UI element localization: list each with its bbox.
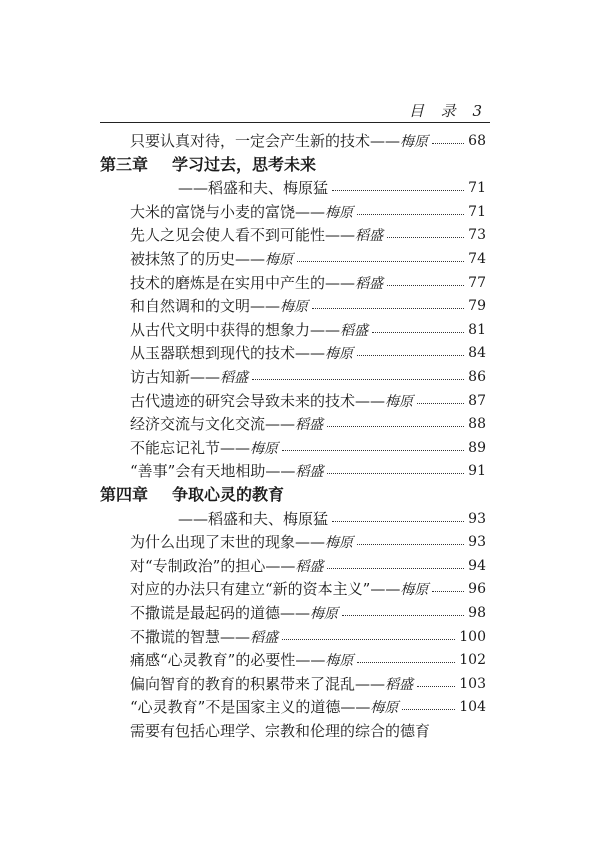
- entry-author: 稻盛: [355, 228, 384, 245]
- entry-dash: ——: [280, 604, 311, 622]
- entry-title: [130, 531, 353, 554]
- entry-page-number: 102: [459, 652, 486, 669]
- entry-title-text: 从玉器联想到现代的技术: [130, 344, 296, 363]
- entry-title: [130, 130, 428, 153]
- leader-dots: [327, 473, 464, 474]
- entry-page-number: 104: [459, 699, 486, 716]
- toc-entry: [0, 649, 600, 671]
- chapter-title: 学习过去，思考未来: [172, 154, 317, 174]
- leader-dots: [357, 355, 464, 356]
- toc-entry: [0, 602, 600, 624]
- toc-entry: [0, 366, 600, 388]
- entry-title: [130, 272, 383, 295]
- entry-dash: ——: [355, 674, 386, 693]
- entry-title: [178, 177, 328, 199]
- chapter-title: 争取心灵的教育: [172, 485, 285, 504]
- leader-dots: [282, 450, 464, 451]
- entry-title-text: 不能忘记礼节: [130, 438, 221, 457]
- entry-author: 梅原: [400, 134, 429, 150]
- entry-title: [130, 649, 353, 672]
- entry-page-number: 86: [468, 369, 486, 385]
- entry-page-number: 77: [468, 274, 486, 291]
- leader-dots: [282, 639, 455, 640]
- leader-dots: [387, 285, 464, 286]
- entry-title: [130, 555, 323, 578]
- entry-title: [130, 696, 398, 719]
- leader-dots: [297, 261, 464, 262]
- entry-title-text: 从古代文明中获得的想象力: [130, 320, 311, 339]
- toc-chapter-authors: [0, 508, 600, 530]
- entry-author: 梅原: [310, 606, 339, 622]
- entry-author: 稻盛: [355, 275, 384, 292]
- leader-dots: [342, 615, 464, 616]
- entry-dash: ——: [295, 344, 326, 363]
- leader-dots: [332, 190, 464, 191]
- toc-entry: [0, 437, 600, 459]
- entry-dash: ——: [265, 462, 296, 481]
- chapter-number: 第三章: [100, 154, 149, 174]
- entry-title: [130, 673, 413, 696]
- leader-dots: [417, 403, 464, 404]
- toc-entry: [0, 201, 600, 223]
- leader-dots: [372, 332, 464, 333]
- toc-entry: [0, 224, 600, 246]
- entry-dash: ——: [370, 580, 401, 599]
- toc-entry: [0, 342, 600, 364]
- entry-author: 梅原: [250, 440, 279, 457]
- entry-author: 稻盛: [250, 629, 279, 646]
- entry-title-text: 不撒谎的智慧: [130, 627, 221, 646]
- entry-dash: ——: [295, 533, 326, 552]
- entry-title-text: 古代遗迹的研究会导致未来的技术: [130, 391, 356, 410]
- entry-dash: ——: [325, 273, 356, 292]
- entry-title: [130, 626, 278, 649]
- toc-entry: [0, 555, 600, 577]
- entry-dash: ——: [340, 698, 371, 717]
- entry-dash: ——: [265, 415, 296, 434]
- entry-title-text: “善事”会有天地相助: [130, 462, 266, 481]
- entry-dash: ——: [370, 132, 401, 150]
- leader-dots: [432, 591, 464, 592]
- leader-dots: [417, 686, 455, 687]
- entry-page-number: 94: [468, 557, 486, 574]
- toc-entry: [0, 720, 600, 742]
- entry-title: [130, 390, 413, 413]
- leader-dots: [252, 379, 464, 380]
- entry-title: [130, 720, 430, 742]
- entry-title-text: 先人之见会使人看不到可能性: [130, 226, 326, 245]
- leader-dots: [332, 521, 464, 522]
- entry-page-number: 89: [468, 439, 486, 456]
- entry-title: [130, 366, 248, 389]
- entry-page-number: 71: [468, 180, 486, 197]
- entry-page-number: 68: [468, 133, 486, 149]
- entry-page-number: 93: [468, 534, 486, 551]
- leader-dots: [327, 568, 464, 569]
- entry-title: [130, 248, 293, 271]
- entry-dash: ——: [235, 250, 266, 268]
- toc-entry: [0, 578, 600, 600]
- entry-author: 梅原: [385, 393, 414, 410]
- entry-title: [130, 602, 338, 625]
- entry-page-number: 100: [459, 628, 486, 645]
- entry-dash: ——: [190, 368, 221, 386]
- entry-title: [130, 342, 353, 365]
- entry-dash: ——: [325, 226, 356, 245]
- entry-title: [130, 295, 308, 318]
- entry-dash: ——: [250, 297, 281, 316]
- toc-entry: [0, 673, 600, 695]
- entry-author: 梅原: [325, 653, 354, 670]
- entry-page-number: 81: [468, 321, 486, 338]
- leader-dots: [357, 662, 455, 663]
- toc-entry: [0, 531, 600, 553]
- entry-page-number: 91: [468, 463, 486, 480]
- entry-dash: ——: [355, 391, 386, 410]
- entry-title-text: 需要有包括心理学、宗教和伦理的综合的德育: [130, 722, 431, 740]
- entry-author: 梅原: [265, 252, 294, 268]
- entry-page-number: 96: [468, 581, 486, 598]
- entry-title: [130, 460, 323, 483]
- leader-dots: [312, 308, 464, 309]
- entry-author: 稻盛: [340, 322, 369, 339]
- entry-page-number: 74: [468, 251, 486, 267]
- toc-entry: [0, 390, 600, 412]
- entry-title: [130, 437, 278, 460]
- page-header: 目 录 3: [408, 102, 488, 120]
- toc-entry: [0, 248, 600, 270]
- entry-title-text: “心灵教育”不是国家主义的道德: [130, 698, 341, 717]
- entry-page-number: 73: [468, 227, 486, 244]
- toc-entry: [0, 130, 600, 152]
- entry-title: [178, 508, 328, 530]
- entry-dash: ——: [295, 202, 326, 221]
- chapter-number: 第四章: [100, 485, 149, 504]
- toc-entry: [0, 413, 600, 435]
- leader-dots: [402, 709, 455, 710]
- toc-chapter-authors: [0, 177, 600, 199]
- entry-title-text: 对应的办法只有建立“新的资本主义”: [130, 580, 371, 599]
- toc-entry: [0, 460, 600, 482]
- entry-author: 梅原: [370, 700, 399, 717]
- entry-title-text: 和自然调和的文明: [130, 297, 251, 316]
- entry-title-text: 访古知新: [130, 368, 191, 386]
- entry-title-text: 技术的磨炼是在实用中产生的: [130, 273, 326, 292]
- entry-title-text: ——稻盛和夫、梅原猛: [178, 509, 329, 528]
- entry-author: 梅原: [400, 582, 429, 599]
- entry-title-text: 经济交流与文化交流: [130, 415, 266, 434]
- entry-page-number: 87: [468, 392, 486, 409]
- toc-entry: [0, 696, 600, 718]
- entry-author: 稻盛: [295, 464, 324, 481]
- entry-title: [130, 413, 323, 436]
- toc-chapter-heading: [0, 484, 600, 506]
- toc-entry: [0, 272, 600, 294]
- toc-entry: [0, 319, 600, 341]
- entry-title-text: ——稻盛和夫、梅原猛: [178, 179, 329, 198]
- entry-title: [130, 319, 368, 342]
- entry-title-text: 偏向智育的教育的积累带来了混乱: [130, 674, 356, 693]
- entry-dash: ——: [265, 556, 296, 575]
- leader-dots: [327, 426, 464, 427]
- leader-dots: [432, 143, 464, 144]
- entry-author: 稻盛: [220, 370, 249, 386]
- leader-dots: [387, 237, 464, 238]
- entry-dash: ——: [220, 438, 251, 457]
- entry-title: [130, 201, 353, 224]
- entry-page-number: 88: [468, 416, 486, 433]
- entry-dash: ——: [310, 320, 341, 339]
- entry-title-text: 大米的富饶与小麦的富饶: [130, 202, 296, 221]
- entry-author: 梅原: [325, 204, 354, 221]
- entry-author: 稻盛: [385, 676, 414, 693]
- entry-page-number: 84: [468, 345, 486, 362]
- entry-title-text: 不撒谎是最起码的道德: [130, 604, 281, 622]
- entry-title-text: 对“专制政治”的担心: [130, 556, 266, 575]
- entry-author: 稻盛: [295, 417, 324, 434]
- entry-title-text: 被抹煞了的历史: [130, 250, 236, 268]
- entry-author: 稻盛: [295, 558, 324, 575]
- entry-author: 梅原: [325, 346, 354, 363]
- entry-title-text: 只要认真对待，一定会产生新的技术: [130, 132, 371, 150]
- toc-entry: [0, 626, 600, 648]
- entry-title: [130, 578, 428, 601]
- entry-title-text: 为什么出现了末世的现象: [130, 533, 296, 552]
- entry-title: [130, 224, 383, 247]
- entry-page-number: 93: [468, 510, 486, 527]
- entry-author: 梅原: [325, 535, 354, 552]
- entry-author: 梅原: [280, 299, 309, 316]
- toc-entry: [0, 295, 600, 317]
- entry-page-number: 103: [459, 675, 486, 692]
- entry-page-number: 79: [468, 298, 486, 315]
- leader-dots: [357, 544, 464, 545]
- entry-title-text: 痛感“心灵教育”的必要性: [130, 651, 296, 670]
- header-rule: [100, 122, 490, 123]
- entry-dash: ——: [220, 627, 251, 646]
- entry-page-number: 98: [468, 605, 486, 621]
- toc-chapter-heading: [0, 154, 600, 176]
- entry-dash: ——: [295, 651, 326, 670]
- leader-dots: [357, 214, 464, 215]
- entry-page-number: 71: [468, 203, 486, 220]
